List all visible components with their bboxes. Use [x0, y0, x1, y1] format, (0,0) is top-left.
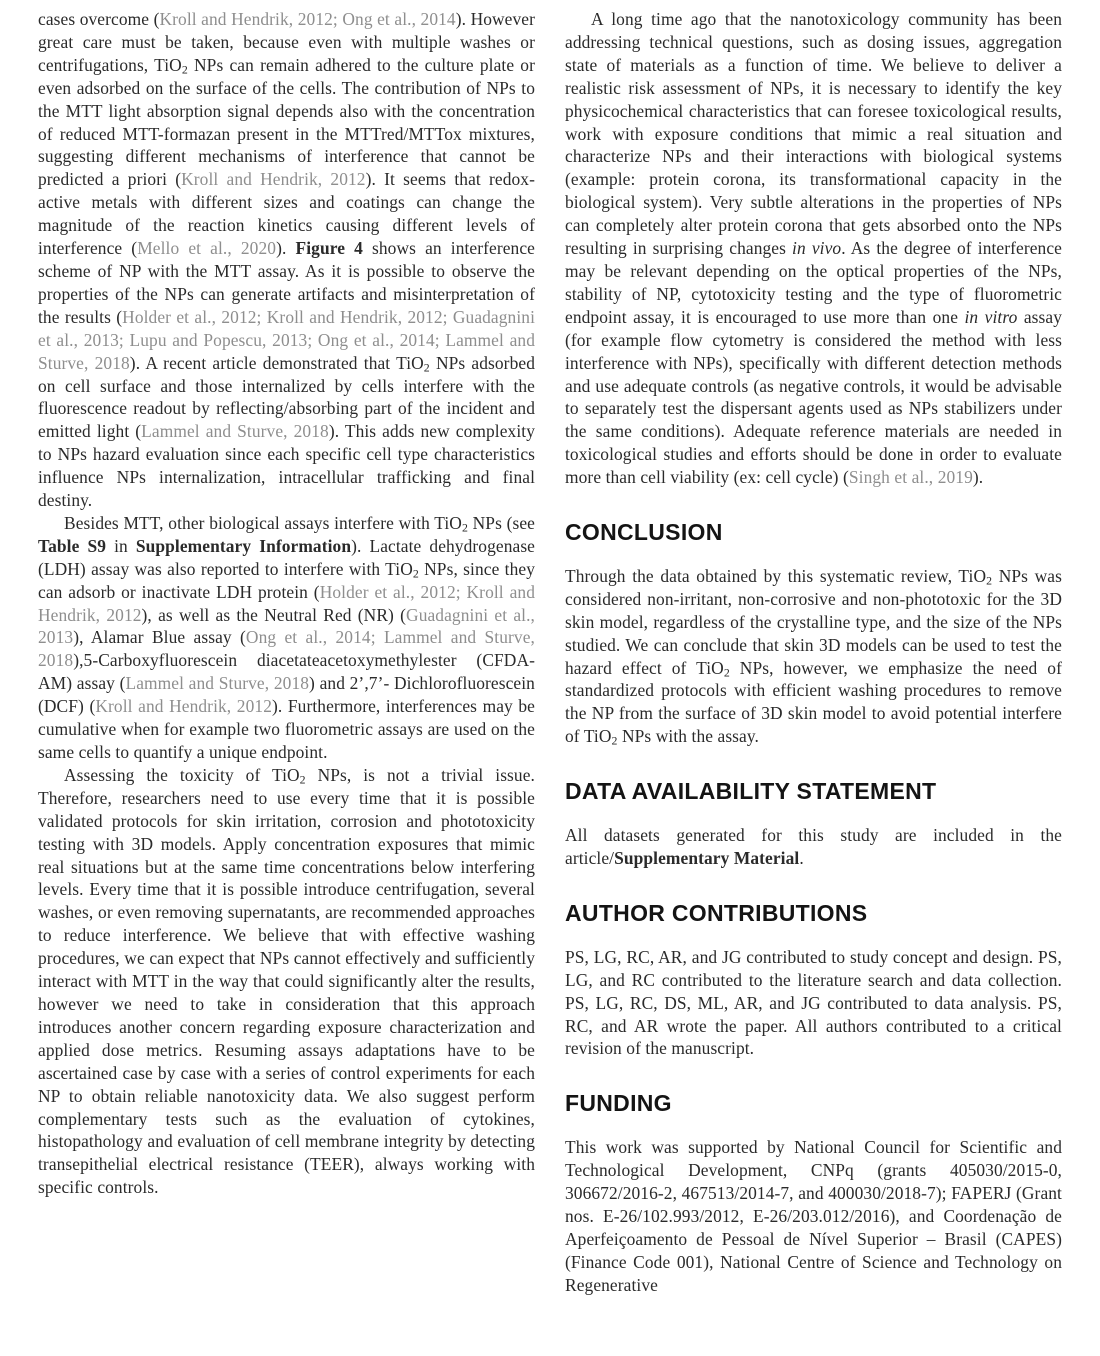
- paragraph: [565, 824, 1062, 870]
- cross-reference-link[interactable]: Supplementary Information: [135, 535, 352, 556]
- body-text: ). This adds new complexity to NPs hazard evaluation since each specific cell type characteristics influence NPs internalization, intracellular trafficking and final destiny.: [38, 421, 536, 511]
- subscript-text: 2: [423, 360, 430, 375]
- cross-reference-link[interactable]: Figure 4: [295, 238, 363, 259]
- body-text: NPs was considered non-irritant, non-corrosive and non-phototoxic for the 3D skin model, regardless of the crystalline type, and the size of the NPs studied. We can conclude that skin 3D models can be used to test the hazard effect of TiO: [565, 565, 1062, 678]
- citation-link[interactable]: Lammel and Sturve, 2018: [125, 673, 310, 694]
- paragraph: [38, 8, 535, 512]
- body-text: NPs adsorbed on cell surface and those internalized by cells interfere with the fluorescence readout by reflecting/absorbing part of the incident and emitted light (: [38, 352, 535, 442]
- subscript-text: 2: [461, 520, 468, 535]
- body-text: ). Furthermore, interferences may be cumulative when for example two fluorometric assays are used on the same cells to quantify a unique endpoint.: [38, 696, 535, 762]
- citation-link[interactable]: Kroll and Hendrik, 2012; Ong et al., 2014: [159, 9, 456, 29]
- cross-reference-link[interactable]: Supplementary Material: [614, 848, 800, 868]
- section-heading: AUTHOR CONTRIBUTIONS: [565, 899, 868, 926]
- citation-link[interactable]: Singh et al., 2019: [848, 467, 973, 488]
- subscript-text: 2: [723, 665, 730, 680]
- body-text: assay (for example flow cytometry is considered the method with less interference with NPs), specifically with different detection methods and use adequate controls (as negative controls, it would be advisable to separately test the dispersant agents used as NPs stabilizers under the same conditions). Adequate reference materials are needed in toxicological studies and efforts should be done in order to evaluate more than cell viability (ex: cell cycle) (: [565, 306, 1062, 488]
- section-heading: CONCLUSION: [565, 519, 723, 546]
- subscript-text: 2: [986, 573, 993, 588]
- body-text: ),5-Carboxyfluorescein diacetateacetoxymethylester (CFDA-AM) assay (: [38, 650, 535, 694]
- body-text: .: [799, 848, 804, 868]
- body-text: ). Lactate dehydrogenase (LDH) assay was also reported to interfere with TiO: [38, 535, 536, 579]
- body-text: Assessing the toxicity of TiO: [64, 764, 300, 785]
- italic-text: in vivo: [792, 238, 842, 259]
- body-text: ).: [972, 467, 984, 488]
- body-text: NPs, since they can adsorb or inactivate LDH protein (: [38, 558, 535, 602]
- body-text: ). However great care must be taken, because even with multiple washes or centrifugations, TiO: [38, 9, 536, 75]
- subscript-text: 2: [611, 733, 618, 748]
- citation-link[interactable]: Kroll and Hendrik, 2012: [181, 169, 366, 190]
- section-heading: DATA AVAILABILITY STATEMENT: [565, 778, 937, 805]
- paragraph: [38, 512, 535, 764]
- cross-reference-link[interactable]: Table S9: [38, 535, 107, 556]
- body-text: Besides MTT, other biological assays interfere with TiO: [64, 512, 462, 533]
- body-text: NPs, is not a trivial issue. Therefore, researchers need to use every time that it is possible validated protocols for skin irritation, corrosion and phototoxicity testing with 3D models. Apply concentration exposures that mimic real situations but at the same time concentrations below interfering levels. Every time that it is possible introduce centrifugation, several washes, or even removing supernatants, are recommended approaches to reduce interference. We believe that with effective washing procedures, we can expect that NPs cannot effectively and sufficiently interact with MTT in the way that could significantly alter the results, however we need to take in consideration that this approach introduces another concern regarding exposure characterization and applied dose metrics. Resuming assays adaptations have to be ascertained case by case with a series of control experiments for each NP to obtain reliable nanotoxicity data. We also suggest perform complementary tests such as the evaluation of cytokines, histopathology and evaluation of cell membrane integrity by detecting transepithelial electrical resistance (TEER), always working with specific controls.: [38, 764, 535, 1198]
- body-text: All datasets generated for this study are included in the article/: [565, 825, 1062, 868]
- body-text: ), Alamar Blue assay (: [73, 627, 246, 648]
- subscript-text: 2: [181, 62, 188, 77]
- paragraph: [565, 946, 1062, 1061]
- body-text: ).: [276, 238, 296, 259]
- body-text: . As the degree of interference may be relevant depending on the optical properties of the NPs, stability of NP, cytotoxicity testing and the type of fluorometric endpoint assay, it is encouraged to use more than one: [565, 238, 1062, 327]
- body-text: ), as well as the Neutral Red (NR) (: [141, 604, 407, 625]
- body-text: Through the data obtained by this systematic review, TiO: [565, 565, 987, 586]
- subscript-text: 2: [299, 772, 306, 787]
- italic-text: in vitro: [964, 306, 1018, 327]
- citation-link[interactable]: Guadagnini et al., 2013: [38, 604, 535, 648]
- citation-link[interactable]: Holder et al., 2012; Kroll and Hendrik, 2012; Guadagnini et al., 2013; Lupu and Popescu, 2013; Ong et al., 2014; Lammel and Sturve, 2018: [38, 306, 536, 373]
- paragraph: [565, 8, 1062, 489]
- left-column: [38, 8, 535, 1356]
- citation-link[interactable]: Mello et al., 2020: [137, 238, 277, 259]
- body-text: NPs, however, we emphasize the need of standardized protocols with efficient washing procedures to remove the NP from the surface of 3D skin model to avoid potential interfere of TiO: [565, 657, 1062, 747]
- body-text: ). A recent article demonstrated that TiO: [129, 352, 424, 373]
- body-text: ). It seems that redox- active metals with different sizes and coatings can change the magnitude of the reaction kinetics causing different levels of interference (: [38, 169, 535, 259]
- body-text: cases overcome (: [38, 9, 160, 29]
- paragraph: [38, 764, 535, 1199]
- citation-link[interactable]: Ong et al., 2014; Lammel and Sturve, 2018: [38, 627, 535, 671]
- paragraph: [565, 1136, 1062, 1296]
- paragraph: [565, 565, 1062, 748]
- right-column: [565, 8, 1062, 1356]
- body-text: NPs (see: [467, 512, 536, 533]
- body-text: This work was supported by National Council for Scientific and Technological Development, CNPq (grants 405030/2015-0, 306672/2016-2, 467513/2014-7, and 400030/2018-7); FAPERJ (Grant nos. E-26/102.993/2012, E-26/203.012/2016), and Coordenação de Aperfeiçoamento de Pessoal de Nível Superior – Brasil (CAPES) (Finance Code 001), National Centre of Science and Technology on Regenerative: [565, 1137, 1062, 1295]
- body-text: ) and 2’,7’- Dichlorofluorescein (DCF) (: [38, 673, 535, 717]
- body-text: NPs can remain adhered to the culture plate or even adsorbed on the surface of the cells. The contribution of NPs to the MTT light absorption signal depends also with the concentration of reduced MTT-formazan present in the MTTred/MTTox mixtures, suggesting different mechanisms of interference that cannot be predicted a priori (: [38, 54, 535, 190]
- body-text: A long time ago that the nanotoxicology community has been addressing technical questions, such as dosing issues, aggregation state of materials as a function of time. We believe to deliver a realistic risk assessment of NPs, it is necessary to identify the key physicochemical characteristics that can foresee toxicological results, work with exposure conditions that mimic a real situation and characterize NPs and their interactions with biological systems (example: protein corona, its transformational capacity in the biological system). Very subtle alterations in the properties of NPs can completely alter protein corona that gets absorbed onto the NPs resulting in surprising changes: [565, 9, 1062, 259]
- body-text: PS, LG, RC, AR, and JG contributed to study concept and design. PS, LG, and RC contributed to the literature search and data collection. PS, LG, RC, DS, ML, AR, and JG contributed to data analysis. PS, RC, and AR wrote the paper. All authors contributed to a critical revision of the manuscript.: [565, 946, 1062, 1059]
- section-heading: FUNDING: [565, 1090, 672, 1117]
- citation-link[interactable]: Kroll and Hendrik, 2012: [95, 696, 272, 717]
- body-text: shows an interference scheme of NP with the MTT assay. As it is possible to observe the properties of the NPs can generate artifacts and misinterpretation of the results (: [38, 238, 535, 327]
- citation-link[interactable]: Holder et al., 2012; Kroll and Hendrik, 2012: [38, 581, 535, 625]
- body-text: in: [106, 535, 136, 556]
- subscript-text: 2: [412, 566, 419, 581]
- citation-link[interactable]: Lammel and Sturve, 2018: [141, 421, 329, 442]
- body-text: NPs with the assay.: [617, 726, 759, 747]
